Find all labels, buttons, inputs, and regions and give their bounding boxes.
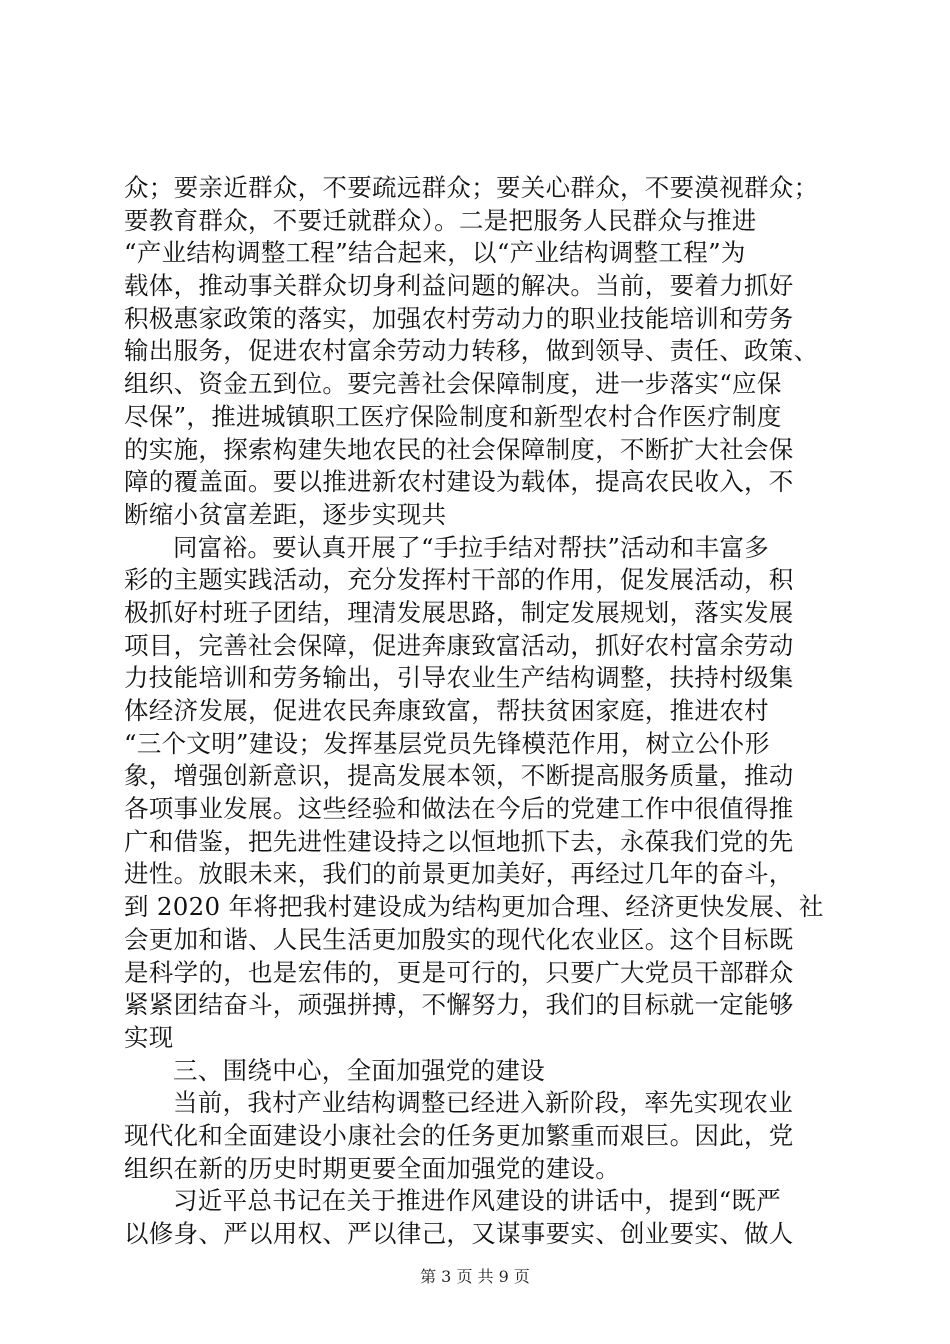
text-line: 实现	[124, 1022, 174, 1052]
text-line: 彩的主题实践活动，充分发挥村干部的作用，促发展活动，积	[124, 565, 794, 595]
text-line: 当前，我村产业结构调整已经进入新阶段，率先实现农业	[173, 1088, 793, 1118]
document-body	[124, 172, 834, 1251]
text-line: 各项事业发展。这些经验和做法在今后的党建工作中很值得推	[124, 794, 794, 824]
text-line: 尽保”，推进城镇职工医疗保险制度和新型农村合作医疗制度	[124, 401, 782, 431]
text-line: 三、围绕中心，全面加强党的建设	[173, 1055, 545, 1085]
text-line: 众；要亲近群众，不要疏远群众；要关心群众，不要漠视群众；	[124, 173, 819, 202]
text-line: 是科学的，也是宏伟的，更是可行的，只要广大党员干部群众	[124, 957, 794, 987]
text-line: 断缩小贫富差距，逐步实现共	[124, 499, 447, 529]
text-line: 项目，完善社会保障，促进奔康致富活动，抓好农村富余劳动	[124, 630, 794, 660]
text-line: 载体，推动事关群众切身利益问题的解决。当前，要着力抓好	[124, 271, 794, 301]
page-footer: 第 3 页 共 9 页	[420, 1267, 530, 1286]
text-line: “三个文明”建设；发挥基层党员先锋模范作用，树立公仆形	[124, 728, 770, 758]
text-line: 现代化和全面建设小康社会的任务更加繁重而艰巨。因此，党	[124, 1120, 794, 1150]
text-line: 广和借鉴，把先进性建设持之以恒地抓下去，永葆我们党的先	[124, 826, 794, 856]
text-line: 输出服务，促进农村富余劳动力转移，做到领导、责任、政策、	[124, 336, 819, 366]
text-line: 的实施，探索构建失地农民的社会保障制度，不断扩大社会保	[124, 434, 794, 464]
text-line: 障的覆盖面。要以推进新农村建设为载体，提高农民收入，不	[124, 467, 794, 497]
text-line: 要教育群众，不要迁就群众）。二是把服务人民群众与推进	[124, 205, 757, 235]
text-line: 到 2020 年将把我村建设成为结构更加合理、经济更快发展、社	[124, 892, 824, 922]
text-line: “产业结构调整工程”结合起来，以“产业结构调整工程”为	[124, 238, 746, 268]
text-line: 会更加和谐、人民生活更加殷实的现代化农业区。这个目标既	[124, 924, 794, 954]
text-line: 进性。放眼未来，我们的前景更加美好，再经过几年的奋斗，	[124, 859, 794, 889]
text-line: 习近平总书记在关于推进作风建设的讲话中，提到“既严	[173, 1186, 782, 1216]
text-line: 同富裕。要认真开展了“手拉手结对帮扶”活动和丰富多	[173, 532, 770, 562]
text-line: 极抓好村班子团结，理清发展思路，制定发展规划，落实发展	[124, 597, 794, 627]
text-line: 以修身、严以用权、严以律己，又谋事要实、创业要实、做人	[124, 1219, 794, 1248]
text-line: 紧紧团结奋斗，顽强拼搏，不懈努力，我们的目标就一定能够	[124, 990, 794, 1020]
text-line: 力技能培训和劳务输出，引导农业生产结构调整，扶持村级集	[124, 663, 794, 693]
text-line: 积极惠家政策的落实，加强农村劳动力的职业技能培训和劳务	[124, 303, 794, 333]
text-line: 组织、资金五到位。要完善社会保障制度，进一步落实“应保	[124, 369, 782, 399]
text-line: 体经济发展，促进农民奔康致富，帮扶贫困家庭，推进农村	[124, 696, 769, 725]
text-line: 象，增强创新意识，提高发展本领，不断提高服务质量，推动	[124, 761, 794, 791]
text-line: 组织在新的历史时期更要全面加强党的建设。	[124, 1153, 620, 1183]
